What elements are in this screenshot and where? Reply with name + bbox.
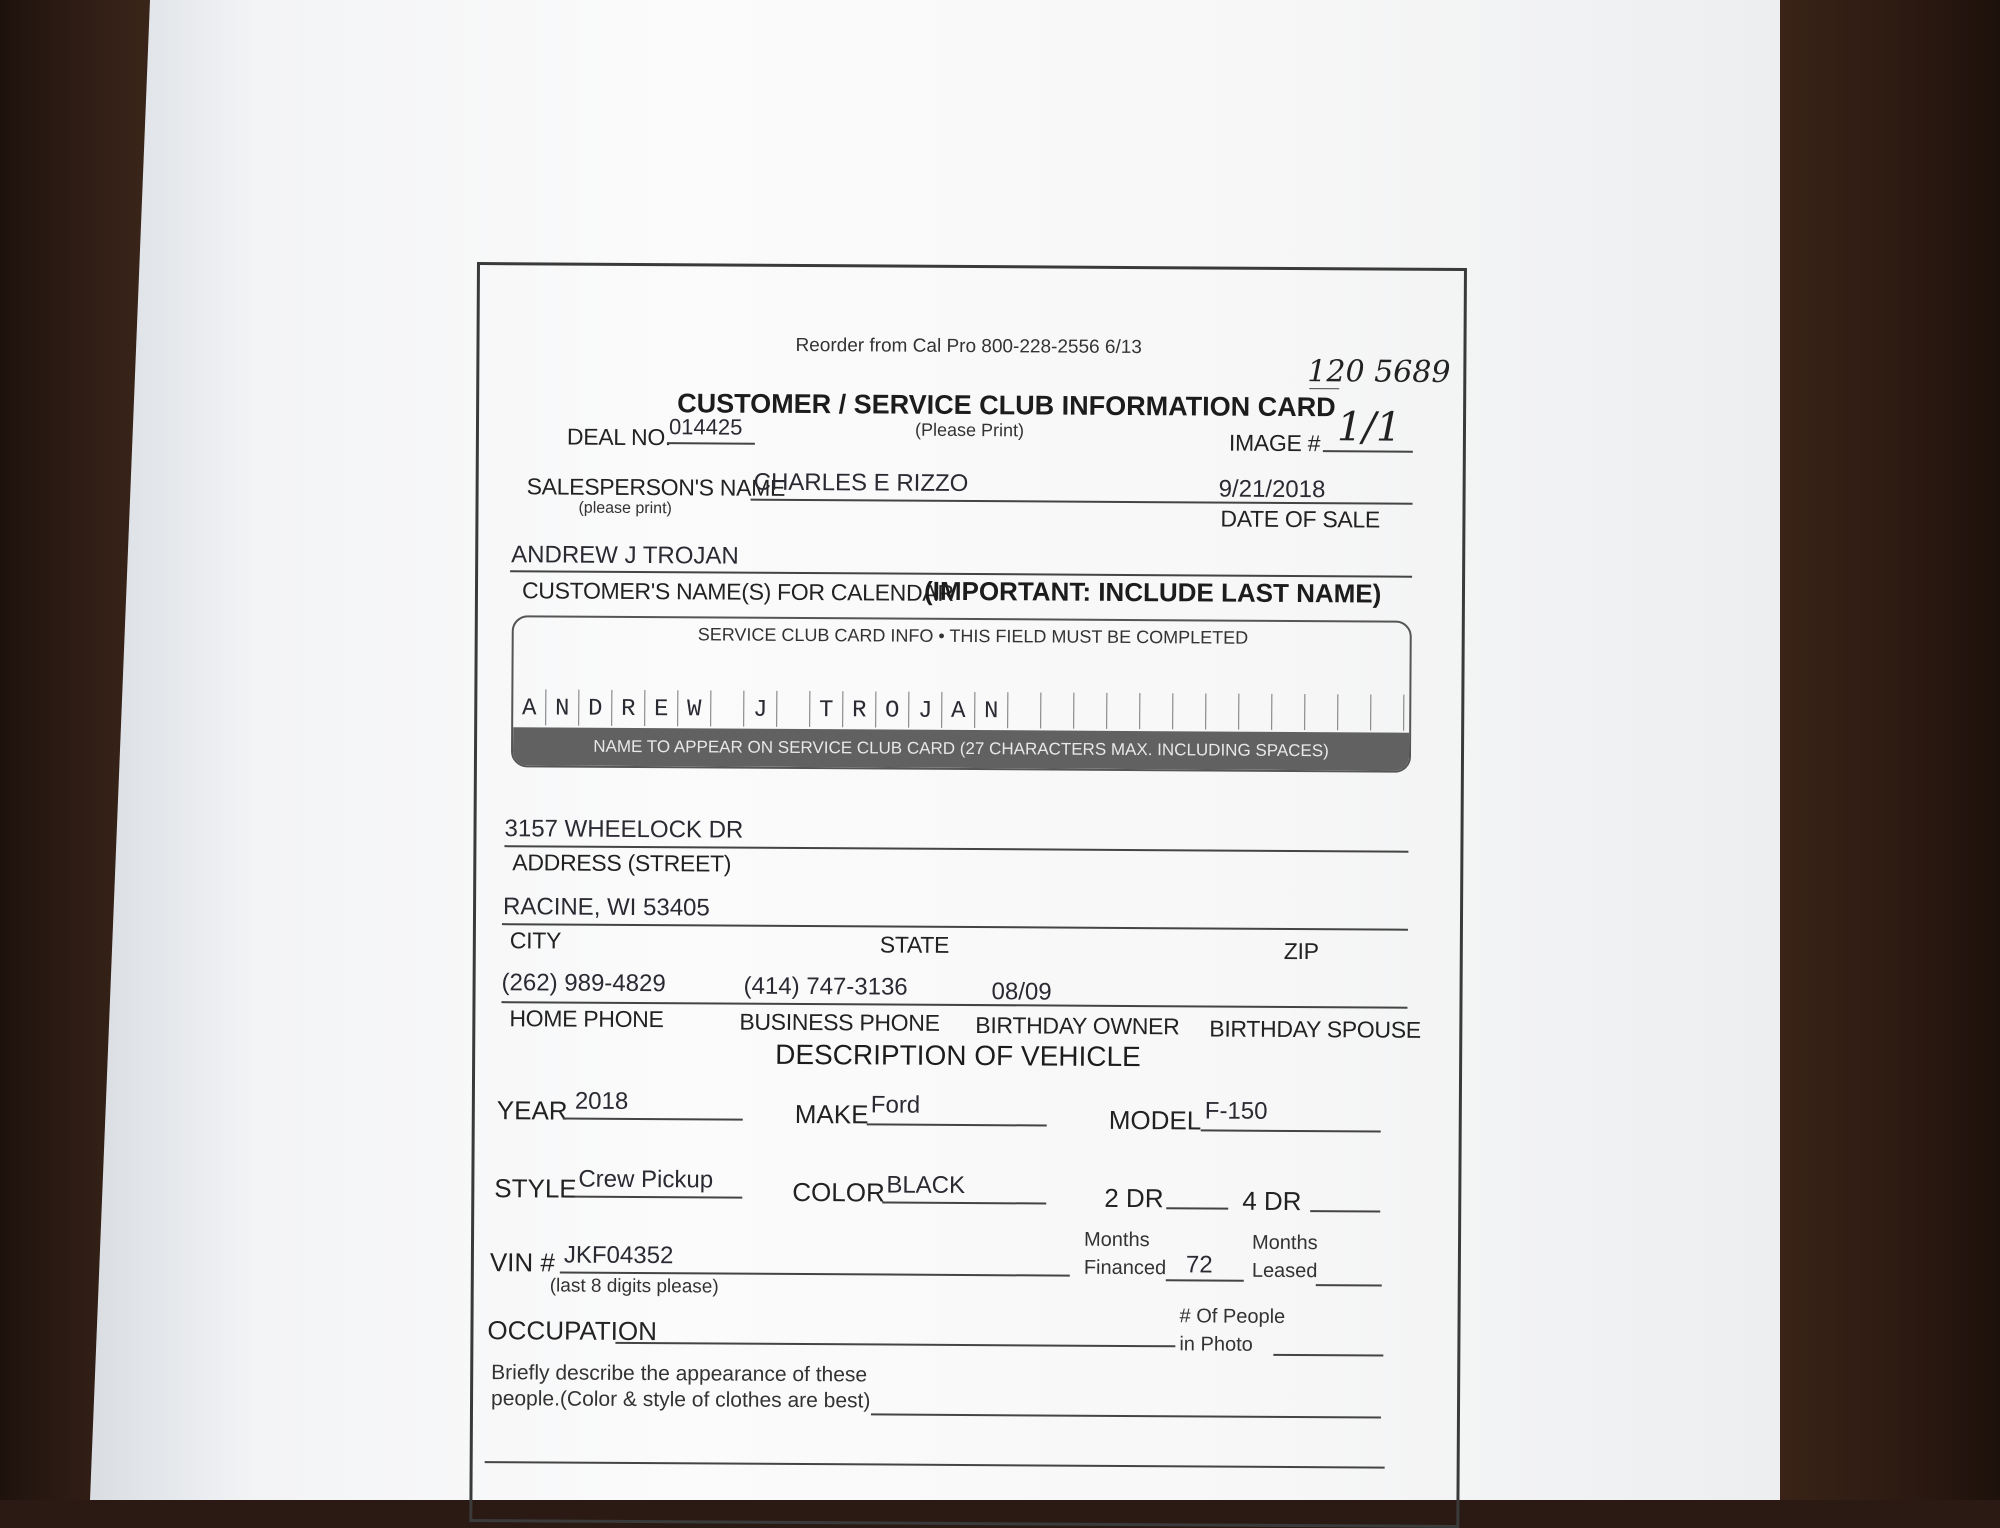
handwritten-number: 120 5689 — [1307, 354, 1451, 390]
city-value: RACINE, WI 53405 — [502, 893, 710, 922]
style-line — [574, 1196, 742, 1199]
salesperson-sublabel: (please print) — [578, 499, 672, 518]
service-club-char-cell — [1074, 693, 1107, 729]
information-card — [469, 262, 1467, 1528]
service-club-char-cell: R — [843, 691, 876, 727]
make-value: Ford — [870, 1091, 921, 1119]
color-value: BLACK — [886, 1171, 966, 1199]
people-count-line — [1273, 1354, 1383, 1357]
occupation-label: OCCUPATION — [487, 1315, 658, 1347]
year-value: 2018 — [574, 1087, 629, 1115]
salesperson-label: SALESPERSON'S NAME — [526, 473, 786, 501]
service-club-footer: NAME TO APPEAR ON SERVICE CLUB CARD (27 CHARACTERS MAX. INCLUDING SPACES) — [513, 727, 1409, 770]
birthday-spouse-label: BIRTHDAY SPOUSE — [1209, 1015, 1421, 1043]
service-club-char-cell: E — [645, 690, 678, 726]
style-label: STYLE — [494, 1173, 577, 1204]
service-club-char-cell — [1338, 694, 1371, 730]
make-label: MAKE — [794, 1098, 869, 1130]
salesperson-value: CHARLES E RIZZO — [753, 468, 969, 498]
service-club-title: SERVICE CLUB CARD INFO • THIS FIELD MUST BE COMPLETED — [697, 624, 1249, 648]
service-club-char-cell — [1305, 694, 1338, 730]
two-door-line — [1166, 1207, 1228, 1209]
leased-label: Leased — [1251, 1259, 1318, 1283]
image-number-label: IMAGE # — [1228, 429, 1321, 457]
vin-label: VIN # — [489, 1247, 556, 1278]
model-value: F-150 — [1204, 1097, 1268, 1125]
state-label: STATE — [879, 931, 950, 958]
describe-line-1: Briefly describe the appearance of these — [491, 1361, 868, 1387]
reorder-text: Reorder from Cal Pro 800-228-2556 6/13 — [795, 334, 1142, 359]
leased-line — [1316, 1284, 1382, 1286]
people-count-label-1: # Of People — [1179, 1305, 1286, 1328]
city-label: CITY — [509, 927, 562, 954]
financed-label: Financed — [1083, 1256, 1167, 1280]
vin-value: JKF04352 — [563, 1241, 674, 1270]
describe-line-blank — [871, 1413, 1381, 1418]
customer-name-value: ANDREW J TROJAN — [511, 541, 739, 570]
model-line — [1201, 1129, 1381, 1132]
describe-line-2: people.(Color & style of clothes are best) — [490, 1387, 871, 1413]
handwritten-underline — [1309, 388, 1339, 389]
service-club-char-cell: N — [975, 692, 1008, 728]
service-club-char-cell — [1371, 694, 1404, 730]
service-club-char-cell — [1140, 693, 1173, 729]
year-line — [563, 1118, 743, 1121]
financed-value: 72 — [1185, 1251, 1213, 1279]
service-club-char-cell: N — [546, 689, 579, 725]
date-of-sale-value: 9/21/2018 — [1218, 475, 1326, 504]
deal-number-value: 014425 — [668, 414, 743, 440]
zip-label: ZIP — [1283, 937, 1319, 965]
service-club-char-cell: W — [678, 690, 711, 726]
desk-surface-right — [1770, 0, 2000, 1500]
service-club-char-cell — [1008, 692, 1041, 728]
service-club-char-cell: T — [810, 691, 843, 727]
service-club-char-cell: O — [876, 691, 909, 727]
months-financed-top: Months — [1083, 1228, 1150, 1252]
service-club-char-cell — [1206, 693, 1239, 729]
important-note: (IMPORTANT: INCLUDE LAST NAME) — [923, 575, 1382, 609]
financed-line — [1166, 1279, 1244, 1281]
style-value: Crew Pickup — [578, 1165, 714, 1194]
home-phone-value: (262) 989-4829 — [501, 969, 666, 998]
service-club-char-cell — [1272, 694, 1305, 730]
service-club-char-cell — [711, 690, 744, 726]
service-club-char-cell: A — [942, 692, 975, 728]
service-club-char-cell — [1173, 693, 1206, 729]
birthday-owner-value: 08/09 — [991, 978, 1052, 1006]
describe-line-extra — [485, 1461, 1385, 1468]
address-value: 3157 WHEELOCK DR — [504, 815, 744, 844]
service-club-char-cell — [1041, 692, 1074, 728]
color-line — [882, 1201, 1046, 1204]
card-title: CUSTOMER / SERVICE CLUB INFORMATION CARD — [677, 388, 1336, 423]
people-count-label-2: in Photo — [1179, 1333, 1253, 1356]
birthday-owner-label: BIRTHDAY OWNER — [975, 1012, 1180, 1040]
vin-note: (last 8 digits please) — [549, 1275, 719, 1298]
two-door-label: 2 DR — [1104, 1182, 1164, 1214]
service-club-char-cell: R — [612, 690, 645, 726]
model-label: MODEL — [1108, 1104, 1202, 1136]
date-of-sale-label: DATE OF SALE — [1220, 505, 1381, 533]
address-label: ADDRESS (STREET) — [512, 849, 732, 877]
city-line — [502, 923, 1408, 931]
image-number-value: 1/1 — [1336, 404, 1402, 451]
service-club-box — [511, 615, 1412, 772]
year-label: YEAR — [496, 1095, 568, 1126]
customer-name-label: CUSTOMER'S NAME(S) FOR CALENDAR — [521, 577, 954, 606]
four-door-line — [1310, 1210, 1380, 1212]
service-club-char-cell: A — [513, 689, 546, 725]
service-club-char-cell: J — [744, 691, 777, 727]
home-phone-label: HOME PHONE — [509, 1005, 664, 1033]
make-line — [867, 1123, 1047, 1126]
business-phone-value: (414) 747-3136 — [743, 972, 908, 1001]
service-club-char-cell — [1107, 693, 1140, 729]
deal-number-label: DEAL NO. — [566, 423, 672, 451]
months-leased-top: Months — [1251, 1231, 1318, 1255]
occupation-line — [615, 1342, 1175, 1347]
service-club-char-cell: D — [579, 690, 612, 726]
four-door-label: 4 DR — [1242, 1185, 1302, 1217]
service-club-char-cell: J — [909, 692, 942, 728]
color-label: COLOR — [792, 1176, 885, 1208]
business-phone-label: BUSINESS PHONE — [739, 1008, 940, 1036]
service-club-char-cell — [777, 691, 810, 727]
service-club-char-cell — [1239, 694, 1272, 730]
image-number-line — [1323, 450, 1413, 453]
deal-number-line — [667, 442, 755, 445]
vehicle-section-title: DESCRIPTION OF VEHICLE — [775, 1038, 1141, 1073]
please-print-note: (Please Print) — [914, 419, 1025, 441]
